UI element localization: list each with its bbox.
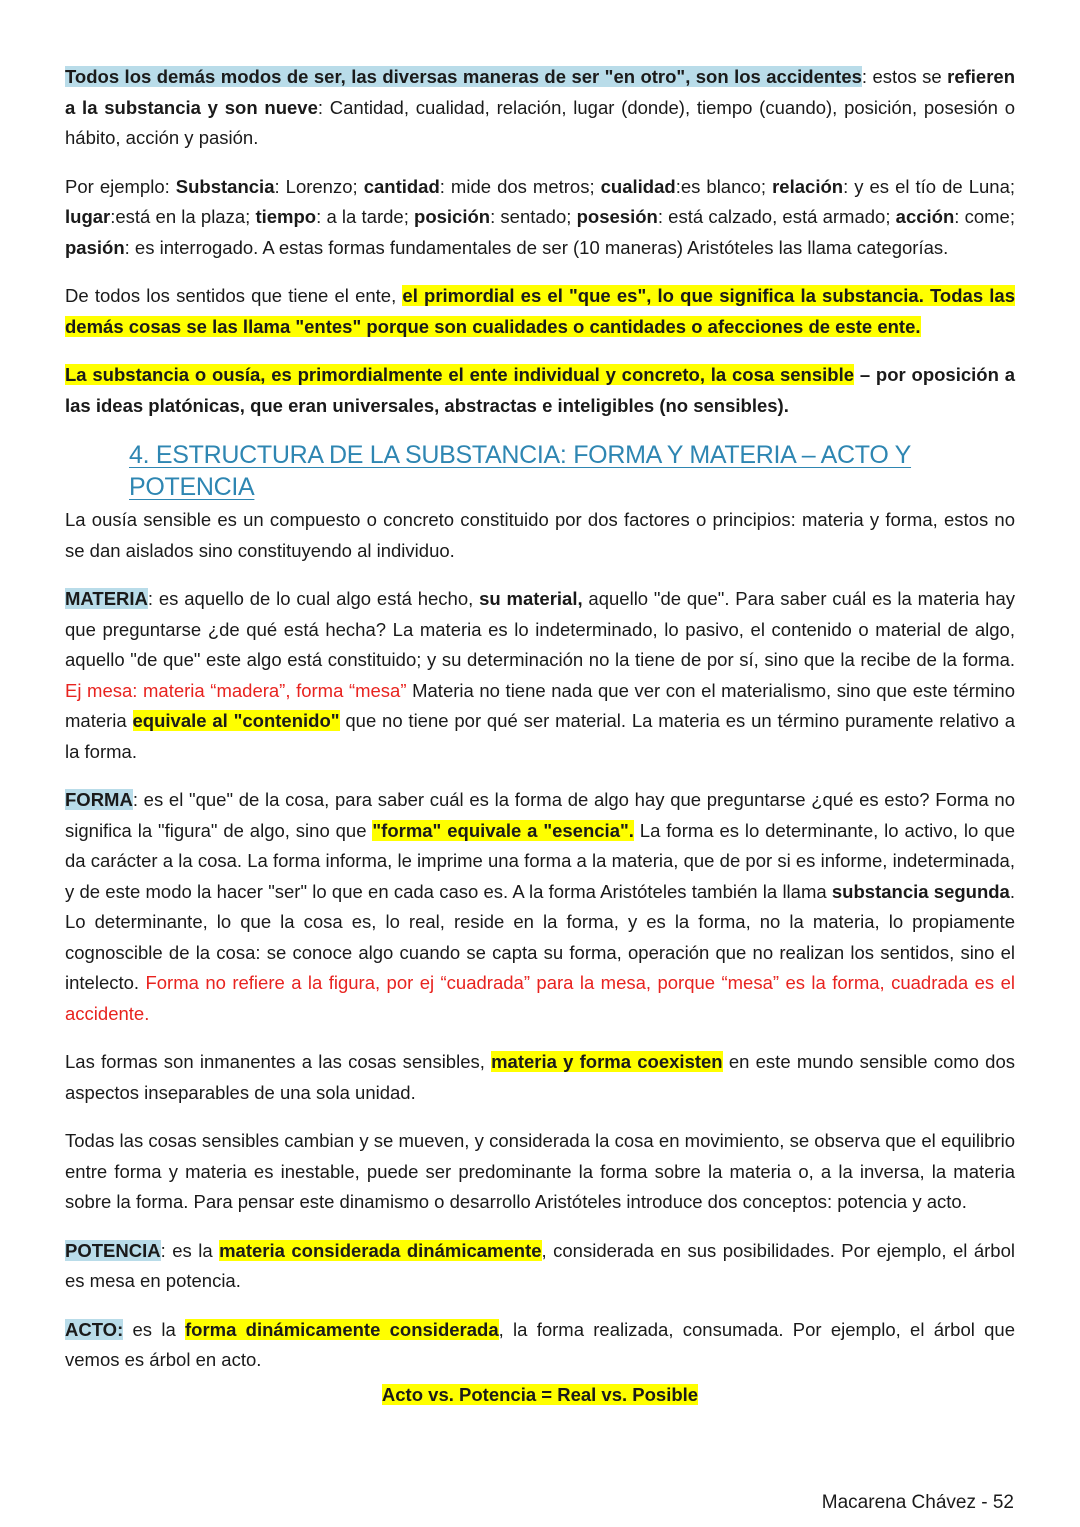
paragraph-primordial-sense: De todos los sentidos que tiene el ente, el primordial es el "que es", lo que significa la substancia. Todas las demás cosas se las llama "entes" porque son cualidades o cantidades o afecciones de este ente. <box>65 285 1016 337</box>
esencia-highlight: "forma" equivale a "esencia". <box>372 819 634 841</box>
paragraph-ousia: La substancia o ousía, es primordialmente el ente individual y concreto, la cosa sensible – por oposición a las ideas platónicas, que eran universales, abstractas e inteligibles (no sensibles). <box>65 364 1015 416</box>
coexisten-highlight: materia y forma coexisten <box>491 1051 723 1072</box>
term-potencia: POTENCIA <box>65 1239 161 1261</box>
summary-highlight: Acto vs. Potencia = Real vs. Posible <box>381 1383 699 1405</box>
summary-line <box>65 1380 1015 1411</box>
paragraph-example-categories: Por ejemplo: Substancia: Lorenzo; cantidad: mide dos metros; cualidad:es blanco; relación: y es el tío de Luna; lugar:está en la plaza; tiempo: a la tarde; posición: sentado; posesión: está calzado, está armado; acción: come; pasión: es interrogado. A estas formas fundamentales de ser (10 maneras) Aristóteles las llama categorías. <box>65 175 1016 258</box>
contenido-highlight: equivale al "contenido" <box>132 710 340 731</box>
page-footer: Macarena Chávez - 52 <box>821 1492 1014 1513</box>
paragraph-change: Todas las cosas sensibles cambian y se mueven, y considerada la cosa en movimiento, se observa que el equilibrio entre forma y materia es inestable, puede ser predominante la forma sobre la materia o, a la inversa, la materia sobre la forma. Para pensar este dinamismo o desarrollo Aristóteles introduce dos conceptos: potencia y acto. <box>65 1130 1015 1212</box>
accidents-highlight: Todos los demás modos de ser, las diversas maneras de ser "en otro", son los accidentes <box>65 66 862 87</box>
accidents-bold: refieren a la substancia y son nueve <box>65 66 1015 118</box>
paragraph-acto: ACTO: es la forma dinámicamente considerada, la forma realizada, consumada. Por ejemplo, el árbol que vemos es árbol en acto. <box>65 1318 1016 1370</box>
acto-highlight: forma dinámicamente considerada <box>185 1318 499 1340</box>
term-materia: MATERIA <box>65 588 148 609</box>
paragraph-potencia: POTENCIA: es la materia considerada dinámicamente, considerada en sus posibilidades. Por ejemplo, el árbol es mesa en potencia. <box>65 1239 1015 1291</box>
paragraph-accidents: Todos los demás modos de ser, las diversas maneras de ser "en otro", son los accidentes: estos se refieren a la substancia y son nueve: Cantidad, cualidad, relación, lugar (donde), tiempo (cuando), posición, posesión o hábito, acción y pasión. <box>65 66 1015 148</box>
paragraph-compound: La ousía sensible es un compuesto o concreto constituido por dos factores o principios: materia y forma, estos no se dan aislados sino constituyendo al individuo. <box>65 509 1015 561</box>
paragraph-forma: FORMA: es el "que" de la cosa, para saber cuál es la forma de algo hay que preguntarse ¿qué es esto? Forma no significa la "figura" de algo, sino que "forma" equivale a "esencia". La forma es lo determinante, lo activo, lo que da carácter a la cosa. La forma informa, le imprime una forma a la materia, que de por si es informe, indeterminada, y de este modo la hacer "ser" lo que en cada caso es. A la forma Aristóteles también la llama substancia segunda. Lo determinante, lo que la cosa es, lo real, reside en la forma, y es la forma, no la materia, lo propiamente cognoscible de la cosa: se conoce algo cuando se capta su forma, operación que no realizan los sentidos, sino el intelecto. Forma no refiere a la figura, por ej “cuadrada” para la mesa, porque “mesa” es la forma, cuadrada es el accidente. <box>65 789 1015 1024</box>
materia-example: Ej mesa: materia “madera”, forma “mesa” <box>65 679 407 701</box>
potencia-highlight: materia considerada dinámicamente <box>219 1239 542 1261</box>
document-page <box>65 62 1015 1428</box>
primordial-highlight: el primordial es el "que es", lo que significa la substancia. Todas las demás cosas se las llama "entes" porque son cualidades o cantidades o afecciones de este ente. <box>65 285 1016 337</box>
forma-example: Forma no refiere a la figura, por ej “cuadrada” para la mesa, porque “mesa” es la forma, cuadrada es el accidente. <box>65 972 1015 1024</box>
paragraph-immanent: Las formas son inmanentes a las cosas sensibles, materia y forma coexisten en este mundo sensible como dos aspectos inseparables de una sola unidad. <box>65 1051 1015 1103</box>
ousia-highlight: La substancia o ousía, es primordialmente el ente individual y concreto, la cosa sensible <box>65 364 855 385</box>
term-forma: FORMA <box>65 789 133 810</box>
term-acto: ACTO: <box>65 1318 124 1340</box>
paragraph-materia: MATERIA: es aquello de lo cual algo está hecho, su material, aquello "de que". Para saber cuál es la materia hay que preguntarse ¿de qué está hecha? La materia es lo indeterminado, lo pasivo, el contenido o material de algo, aquello "de que" este algo está constituido; y su determinación no la tiene de por sí, sino que la recibe de la forma. Ej mesa: materia “madera”, forma “mesa” Materia no tiene nada que ver con el materialismo, sino que este término materia equivale al "contenido" que no tiene por qué ser material. La materia es un término puramente relativo a la forma. <box>65 588 1016 762</box>
section-heading: 4. ESTRUCTURA DE LA SUBSTANCIA: FORMA Y MATERIA – ACTO Y POTENCIA <box>129 441 912 501</box>
